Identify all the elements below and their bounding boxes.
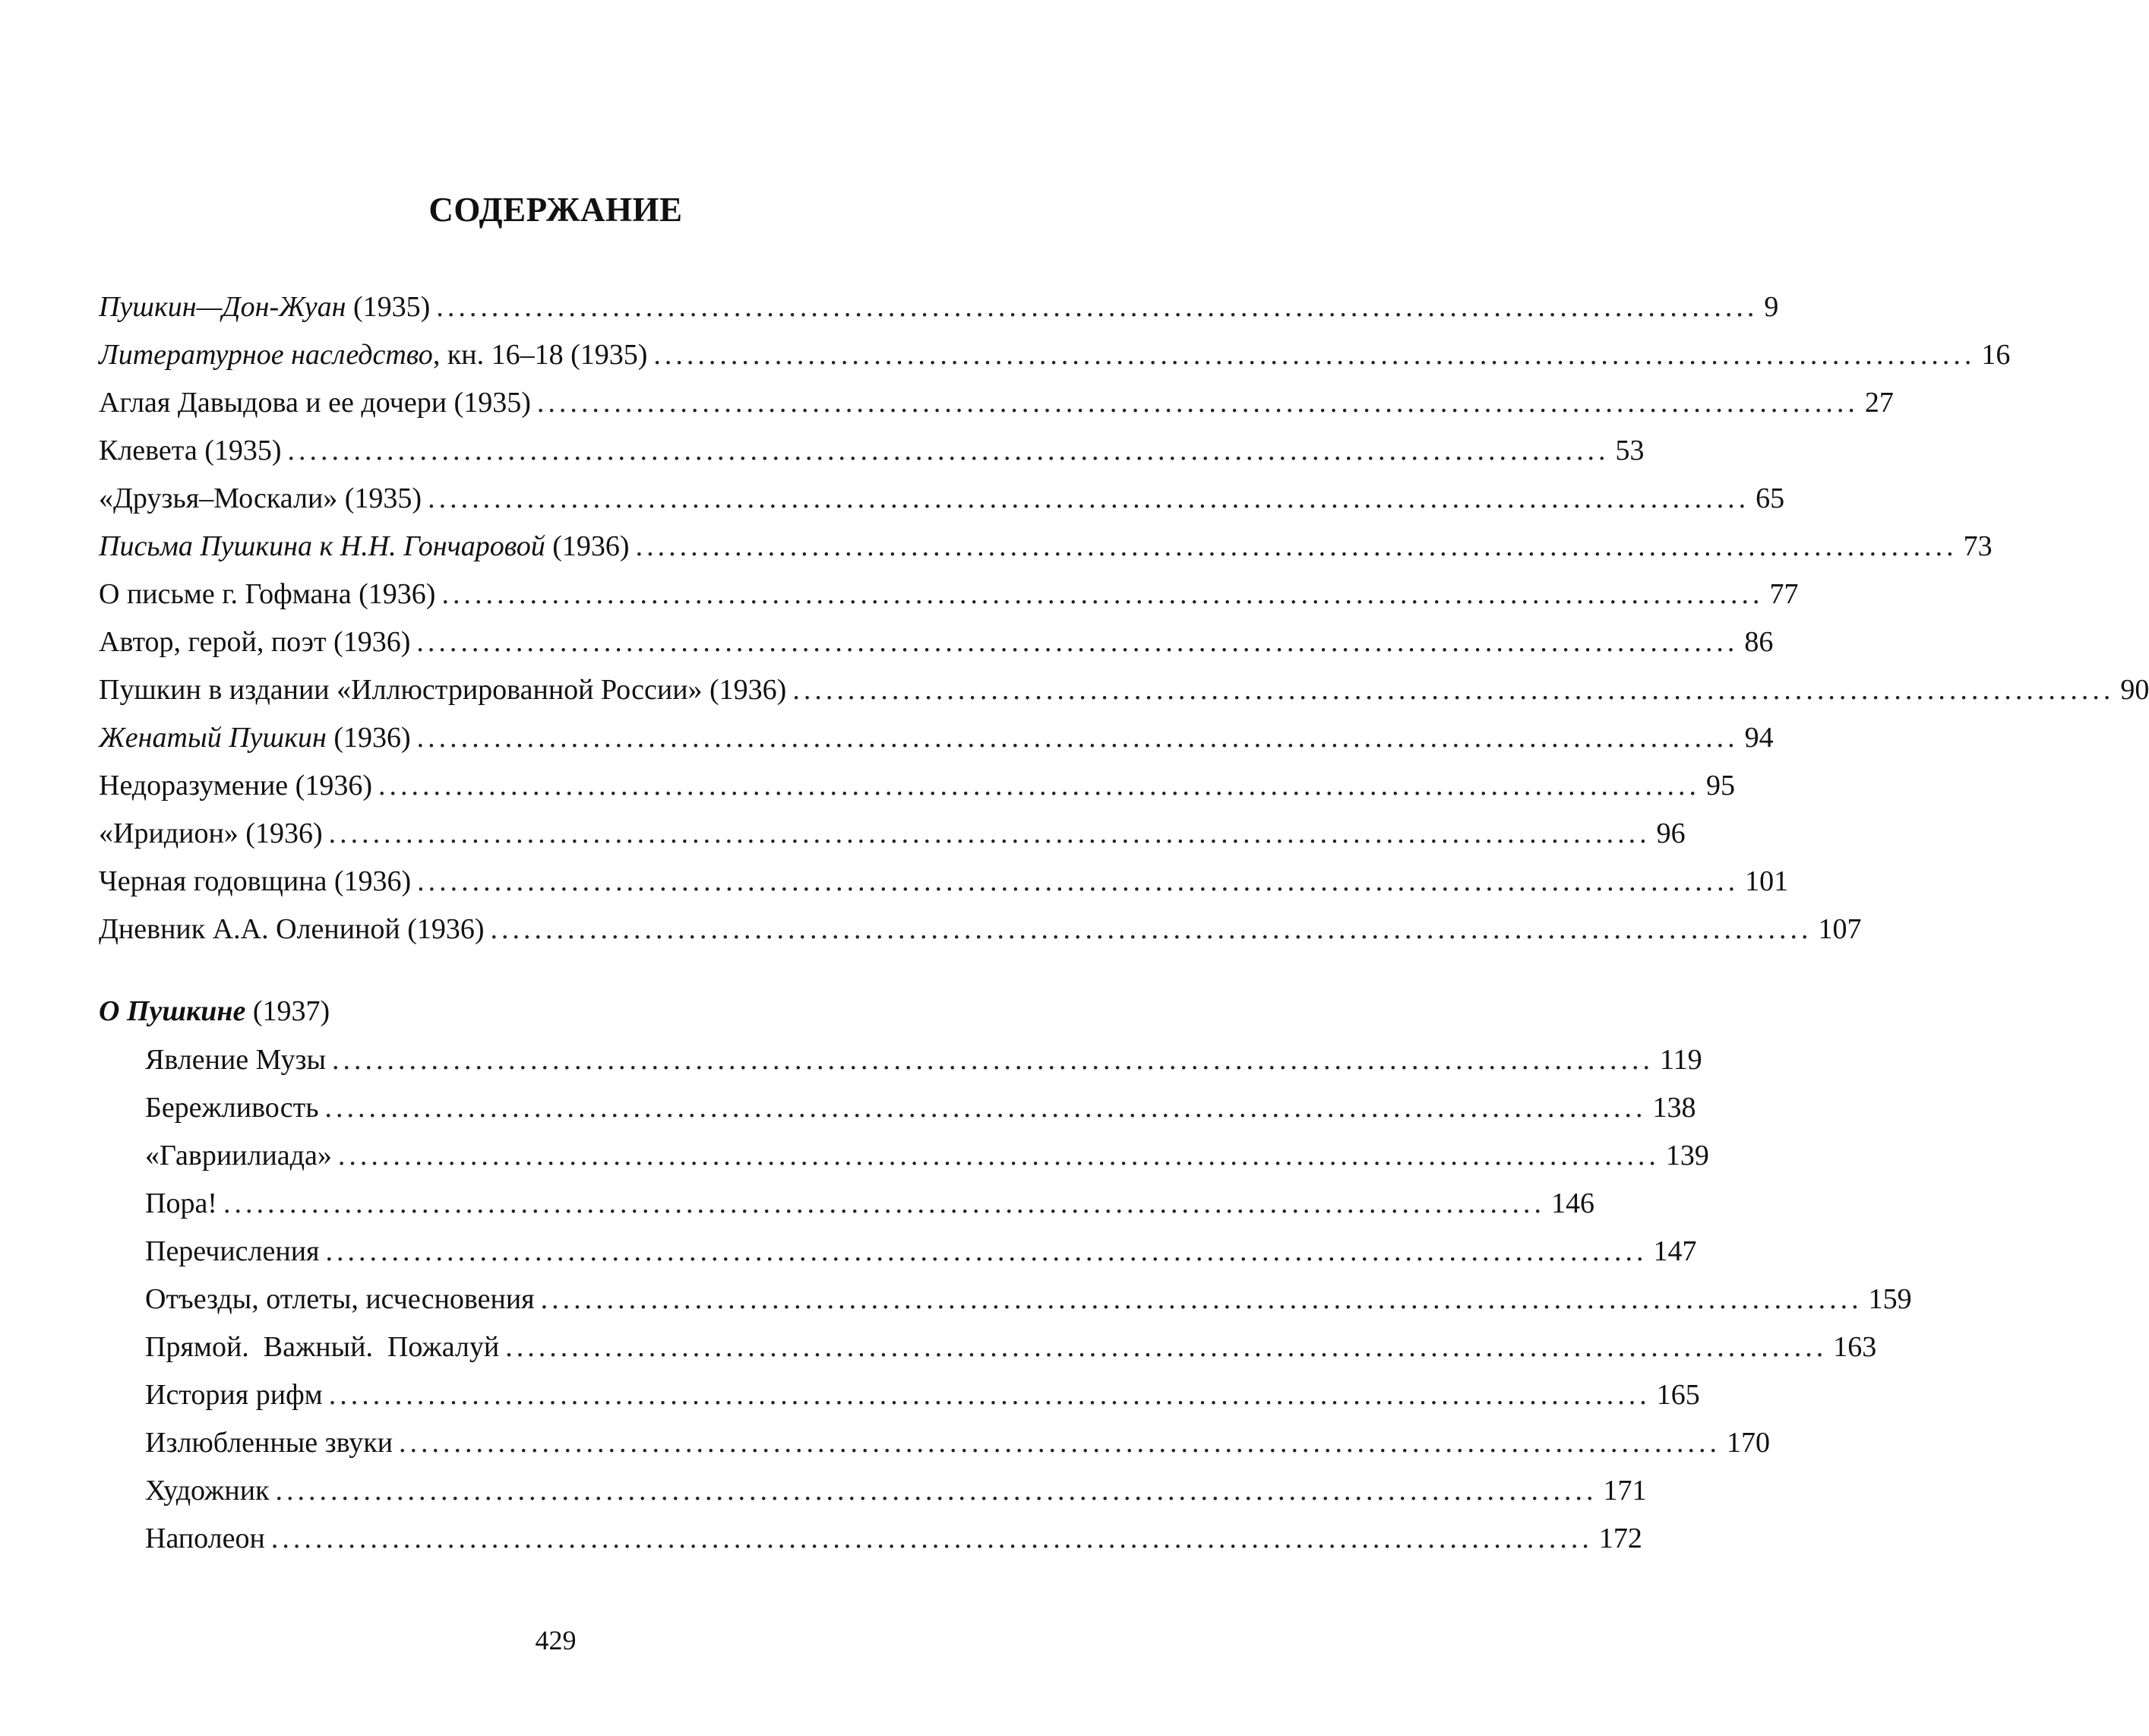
toc-subentry-label: «Гавриилиада»: [145, 1140, 332, 1172]
toc-entry: [99, 523, 1993, 571]
leader-dots: ........................................................................................................................: [332, 1044, 1654, 1076]
toc-entry-label: [99, 379, 531, 427]
leader-dots: ........................................................................................................................: [436, 291, 1759, 323]
leader-dots: ........................................................................................................................: [378, 770, 1700, 802]
page-title: СОДЕРЖАНИЕ: [428, 191, 683, 229]
leader-dots: ........................................................................................................................: [275, 1475, 1598, 1507]
leader-dots: ........................................................................................................................: [635, 530, 1958, 562]
toc-subentry: [145, 1132, 1709, 1180]
toc-list: [99, 283, 2149, 953]
toc-entry-label: [99, 283, 430, 331]
leader-dots: ........................................................................................................................: [536, 387, 1859, 419]
leader-dots: ........................................................................................................................: [324, 1092, 1647, 1124]
leader-dots: ........................................................................................................................: [325, 1235, 1648, 1267]
section-year: (1937): [245, 995, 330, 1027]
toc-subentry: [145, 1515, 1642, 1563]
leader-dots: ........................................................................................................................: [505, 1331, 1828, 1363]
leader-dots: ........................................................................................................................: [328, 817, 1651, 849]
toc-subentry: [145, 1228, 1697, 1276]
toc-entry-label: [99, 666, 786, 714]
toc-subentry-label: Отъезды, отлеты, исчесновения: [145, 1283, 535, 1315]
toc-subentry-page: 159: [1868, 1283, 1912, 1315]
toc-entry: [99, 331, 2011, 379]
toc-entry-label: [99, 762, 372, 810]
page-number: 429: [535, 1625, 577, 1655]
leader-dots: ........................................................................................................................: [441, 578, 1764, 610]
toc-entry: [99, 427, 1645, 475]
toc-entry-label: [99, 714, 411, 762]
toc-entry: [99, 475, 1785, 523]
toc-entry-text: (1936): [326, 722, 411, 754]
toc-entry-label: [99, 523, 630, 571]
toc-subentry-page: 170: [1727, 1427, 1771, 1459]
leader-dots: ........................................................................................................................: [416, 626, 1739, 658]
leader-dots: ........................................................................................................................: [792, 674, 2115, 706]
toc-entry: [99, 618, 1774, 666]
toc-entry: [99, 906, 1862, 953]
toc-subentry: [145, 1036, 1702, 1084]
leader-dots: ........................................................................................................................: [270, 1523, 1593, 1554]
toc-entry-text: , кн. 16–18 (1935): [432, 339, 648, 371]
toc-subentry-page: 146: [1550, 1187, 1594, 1219]
toc-subentry-label: Явление Музы: [145, 1044, 327, 1076]
toc-entry-page: 86: [1744, 626, 1774, 658]
toc-entry: [99, 283, 1779, 331]
toc-entry-page: 96: [1656, 817, 1686, 849]
toc-entry-label: [99, 475, 422, 523]
toc-entry-text: Пушкин в издании «Иллюстрированной России» (1936): [99, 674, 787, 706]
toc-subentry-label: Излюбленные звуки: [145, 1427, 393, 1459]
toc-subentry: [145, 1276, 1912, 1323]
toc-subentry-page: 138: [1652, 1092, 1696, 1124]
toc-entry-page: 101: [1745, 865, 1789, 897]
toc-entry: [99, 571, 1799, 618]
toc-subentry-label: Наполеон: [145, 1523, 265, 1554]
toc-entry-label: [99, 618, 410, 666]
leader-dots: ........................................................................................................................: [416, 722, 1739, 754]
toc-entry-text: «Иридион» (1936): [99, 817, 323, 849]
toc-subentry-page: 171: [1603, 1475, 1647, 1507]
toc-subentry-page: 172: [1598, 1523, 1642, 1554]
toc-subentry: [145, 1419, 1771, 1467]
toc-entry-page: 90: [2120, 674, 2149, 706]
toc-entry-text: (1936): [545, 530, 630, 562]
leader-dots: ........................................................................................................................: [287, 435, 1610, 466]
toc-entry-page: 95: [1705, 770, 1735, 802]
section-heading: [99, 988, 330, 1036]
section-title: О Пушкине: [99, 995, 246, 1027]
toc-subentry-label: Прямой. Важный. Пожалуй: [145, 1331, 500, 1363]
leader-dots: ........................................................................................................................: [490, 913, 1812, 945]
toc-entry-page: 65: [1756, 482, 1785, 514]
toc-subentry-label: История рифм: [145, 1379, 323, 1411]
toc-subentry: [145, 1323, 1877, 1371]
toc-entry-label: [99, 571, 435, 618]
leader-dots: ........................................................................................................................: [328, 1379, 1651, 1411]
leader-dots: ........................................................................................................................: [337, 1140, 1660, 1172]
toc-entry-page: 16: [1981, 339, 2011, 371]
toc-entry-text: О письме г. Гофмана (1936): [99, 578, 436, 610]
toc-entry: [99, 810, 1686, 858]
toc-entry-label: [99, 858, 411, 906]
toc-entry: [99, 379, 1894, 427]
toc-entry-page: 27: [1864, 387, 1894, 419]
toc-entry-text: «Друзья–Москали» (1935): [99, 482, 422, 514]
toc-subentry-page: 165: [1656, 1379, 1700, 1411]
section-toc-list: [145, 1036, 1912, 1563]
toc-subentry-page: 147: [1653, 1235, 1697, 1267]
toc-entry-page: 73: [1963, 530, 1993, 562]
toc-entry-page: 94: [1744, 722, 1774, 754]
toc-entry-text: Черная годовщина (1936): [99, 865, 412, 897]
toc-entry-label: [99, 427, 282, 475]
toc-entry-text: Автор, герой, поэт (1936): [99, 626, 411, 658]
toc-entry-label: [99, 906, 485, 953]
toc-entry-text: Клевета (1935): [99, 435, 282, 466]
toc-entry-page: 107: [1818, 913, 1862, 945]
toc-entry-page: 53: [1615, 435, 1645, 466]
toc-subentry-page: 119: [1660, 1044, 1702, 1076]
toc-entry-text: (1935): [346, 291, 431, 323]
toc-entry-label: [99, 810, 323, 858]
leader-dots: ........................................................................................................................: [653, 339, 1976, 371]
toc-entry-italic-title: Литературное наследство: [99, 339, 433, 371]
leader-dots: ........................................................................................................................: [399, 1427, 1721, 1459]
toc-entry-italic-title: Пушкин—Дон-Жуан: [99, 291, 346, 323]
toc-entry-page: 77: [1769, 578, 1799, 610]
toc-entry-text: Аглая Давыдова и ее дочери (1935): [99, 387, 531, 419]
toc-entry: [99, 858, 1789, 906]
toc-subentry: [145, 1180, 1594, 1228]
toc-entry-page: 9: [1764, 291, 1779, 323]
toc-entry-label: [99, 331, 647, 379]
toc-subentry-label: Художник: [145, 1475, 270, 1507]
toc-entry-italic-title: Письма Пушкина к Н.Н. Гончаровой: [99, 530, 545, 562]
toc-entry-text: Дневник А.А. Олениной (1936): [99, 913, 485, 945]
toc-subentry-label: Пора!: [145, 1187, 217, 1219]
toc-subentry: [145, 1084, 1696, 1132]
leader-dots: ........................................................................................................................: [540, 1283, 1863, 1315]
toc-entry: [99, 762, 1735, 810]
toc-subentry-label: Бережливость: [145, 1092, 319, 1124]
toc-subentry-page: 163: [1833, 1331, 1877, 1363]
toc-entry: [99, 666, 2149, 714]
toc-subentry-label: Перечисления: [145, 1235, 320, 1267]
leader-dots: ........................................................................................................................: [417, 865, 1740, 897]
toc-entry: [99, 714, 1774, 762]
toc-subentry: [145, 1371, 1700, 1419]
toc-subentry-page: 139: [1665, 1140, 1709, 1172]
toc-subentry: [145, 1467, 1647, 1515]
leader-dots: ........................................................................................................................: [428, 482, 1750, 514]
toc-entry-italic-title: Женатый Пушкин: [99, 722, 327, 754]
toc-entry-text: Недоразумение (1936): [99, 770, 372, 802]
leader-dots: ........................................................................................................................: [223, 1187, 1545, 1219]
